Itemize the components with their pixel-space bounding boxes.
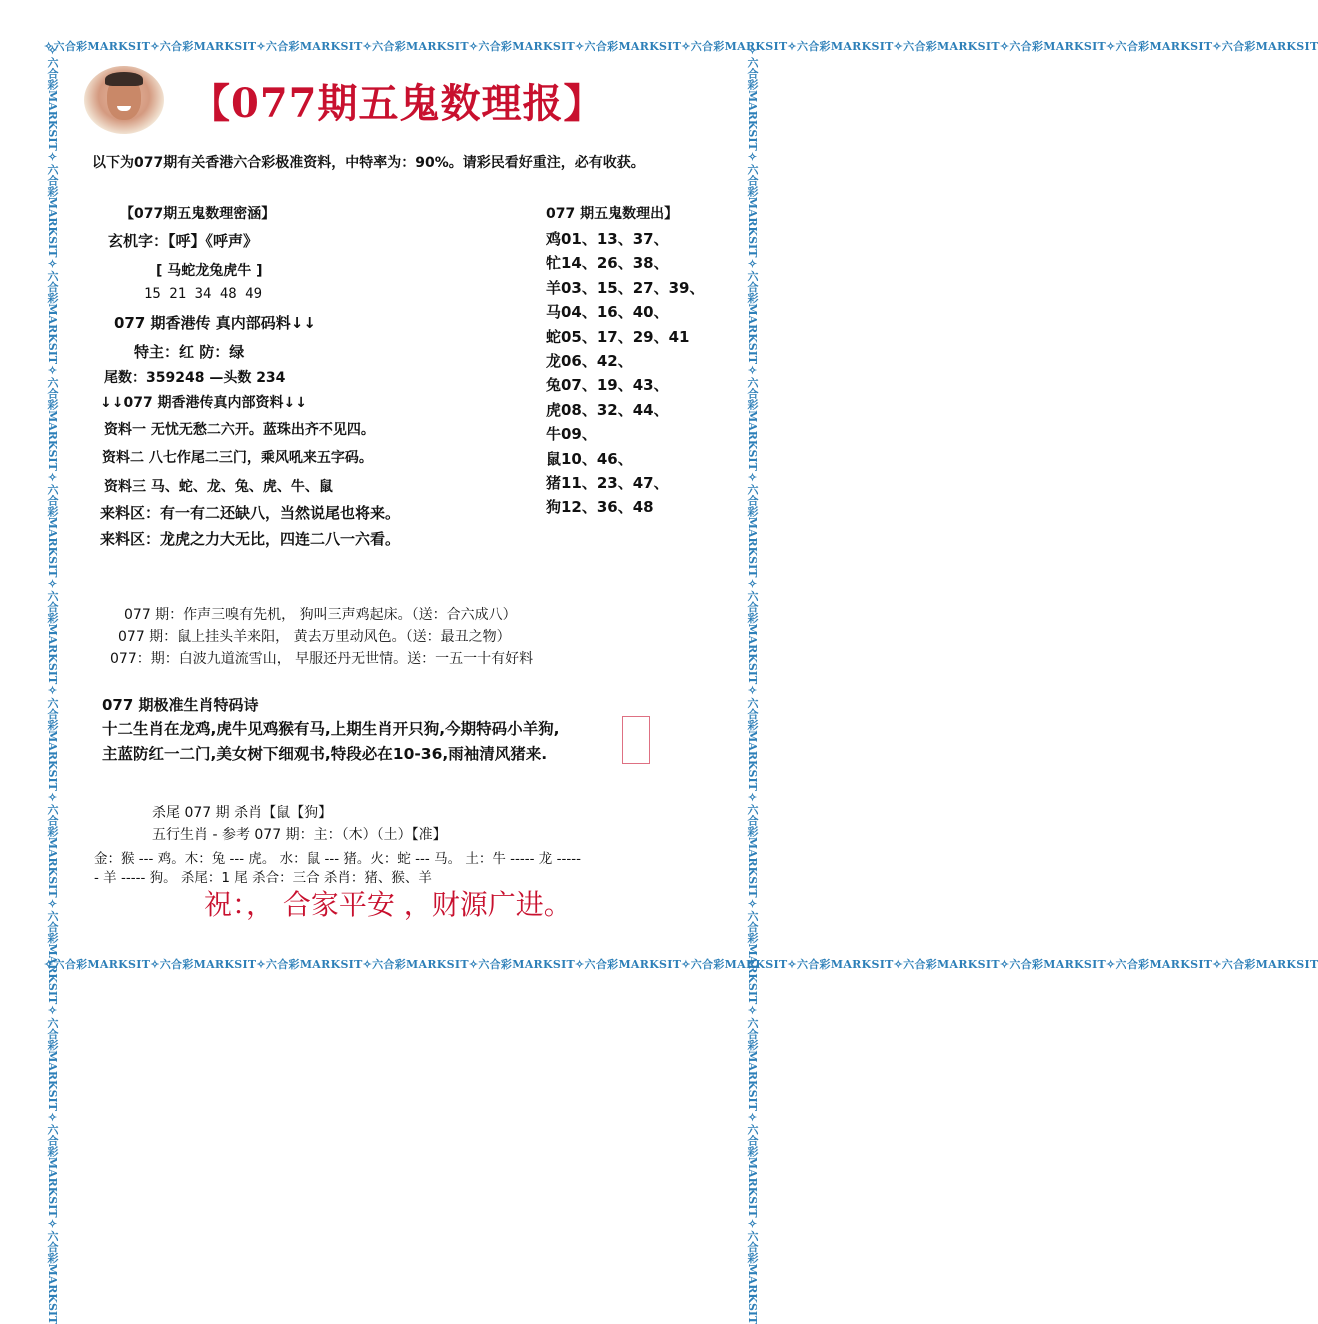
result-item: 狗12、36、48	[546, 498, 654, 517]
wuxing-text: 五行生肖 - 参考 077 期：主：（木）（土）【准】	[152, 827, 447, 843]
number-list: 15 21 34 48 49	[144, 286, 263, 302]
result-item: 鼠10、46、	[546, 449, 633, 468]
right-border	[744, 44, 760, 1324]
left-border	[44, 44, 60, 1324]
shawei-text: 杀尾 077 期 杀肖【鼠【狗】	[152, 805, 333, 821]
result-item: 鸡01、13、37、	[546, 230, 669, 248]
border-text: ✧六合彩MARKSIT✧六合彩MARKSIT✧六合彩MARKSIT✧六合彩MARKSIT✧六合彩MARKSIT✧六合彩MARKSIT✧六合彩MARKSIT✧六合彩MARKSIT✧六合彩MARKSIT✧六合彩MARKSIT✧六合彩MARKSIT✧六合彩MARKSIT	[44, 40, 1318, 53]
result-item: 兔07、19、43、	[546, 376, 669, 395]
poem-line-2: 077 期：鼠上挂头羊来阳， 黄去万里动风色。（送：最丑之物）	[118, 629, 511, 645]
result-item: 羊03、15、27、39、	[546, 278, 705, 297]
xuanji-text: 玄机字：【呼】《呼声》	[108, 232, 259, 250]
bottom-border	[44, 956, 1318, 971]
result-item: 猪11、23、47、	[546, 474, 669, 492]
elements-line-2: - 羊 ----- 狗。 杀尾：1 尾 杀合：三合 杀肖：猪、猴、羊	[94, 870, 432, 886]
page-title: 【077期五鬼数理报】	[190, 80, 605, 127]
result-item: 牤14、26、38、	[546, 254, 669, 273]
special-line-2: 主蓝防红一二门,美女树下细观书,特段必在10-36,雨袖清风猪来.	[102, 745, 548, 763]
lailiao-1: 来料区：有一有二还缺八，当然说尾也将来。	[100, 504, 401, 522]
result-item: 虎08、32、44、	[546, 400, 669, 419]
special-line-1: 十二生肖在龙鸡,虎牛见鸡猴有马,上期生肖开只狗,今期特码小羊狗,	[102, 720, 560, 738]
portrait-hair	[105, 72, 143, 86]
right-heading: 077 期五鬼数理出】	[546, 206, 679, 222]
result-item: 马04、16、40、	[546, 303, 669, 322]
border-text: ✧六合彩MARKSIT✧六合彩MARKSIT✧六合彩MARKSIT✧六合彩MARKSIT✧六合彩MARKSIT✧六合彩MARKSIT✧六合彩MARKSIT✧六合彩MARKSIT✧六合彩MARKSIT✧六合彩MARKSIT✧六合彩MARKSIT✧六合彩MARKSIT	[746, 44, 759, 1324]
poem-line-1: 077 期：作声三嗅有先机， 狗叫三声鸡起床。（送：合六成八）	[124, 607, 517, 623]
neibu-heading-1: 077 期香港传 真内部码料↓↓	[114, 314, 316, 332]
portrait-avatar	[84, 66, 164, 134]
ziliao-1: 资料一 无忧无愁二六开。蓝珠出齐不见四。	[104, 422, 375, 438]
ziliao-2: 资料二 八七作尾二三门，乘风吼来五字码。	[102, 450, 373, 466]
ziliao-3: 资料三 马、蛇、龙、兔、虎、牛、鼠	[104, 479, 333, 495]
border-text: ✧六合彩MARKSIT✧六合彩MARKSIT✧六合彩MARKSIT✧六合彩MARKSIT✧六合彩MARKSIT✧六合彩MARKSIT✧六合彩MARKSIT✧六合彩MARKSIT✧六合彩MARKSIT✧六合彩MARKSIT✧六合彩MARKSIT✧六合彩MARKSIT	[46, 44, 59, 1324]
result-item: 蛇05、17、29、41	[546, 327, 690, 346]
tezhu-text: 特主：红 防：绿	[134, 343, 245, 361]
border-text: ✧六合彩MARKSIT✧六合彩MARKSIT✧六合彩MARKSIT✧六合彩MARKSIT✧六合彩MARKSIT✧六合彩MARKSIT✧六合彩MARKSIT✧六合彩MARKSIT✧六合彩MARKSIT✧六合彩MARKSIT✧六合彩MARKSIT✧六合彩MARKSIT	[44, 958, 1318, 971]
blessing-text: 祝：， 合家平安 ，财源广进。	[204, 888, 572, 921]
result-item: 龙06、42、	[546, 352, 633, 370]
poem-line-3: 077：期：白波九道流雪山， 早服还丹无世情。送：一五一十有好料	[110, 651, 534, 667]
zodiac-list: [ 马蛇龙兔虎牛 ]	[156, 263, 263, 279]
elements-line-1: 金：猴 --- 鸡。木：兔 --- 虎。 水：鼠 --- 猪。火：蛇 --- 马。 土：牛 ----- 龙 -----	[94, 851, 581, 867]
special-heading: 077 期极准生肖特码诗	[102, 696, 259, 714]
result-item: 牛09、	[546, 425, 597, 444]
seal-stamp	[622, 716, 650, 764]
intro-text: 以下为077期有关香港六合彩极准资料，中特率为：90%。请彩民看好重注，必有收获。	[92, 155, 645, 171]
lailiao-2: 来料区：龙虎之力大无比，四连二八一六看。	[100, 530, 401, 548]
weishu-text: 尾数：359248 —头数 234	[104, 370, 286, 386]
top-border	[44, 38, 1318, 53]
left-heading: 【077期五鬼数理密涵】	[120, 206, 276, 222]
neibu-heading-2: ↓↓077 期香港传真内部资料↓↓	[100, 395, 308, 411]
